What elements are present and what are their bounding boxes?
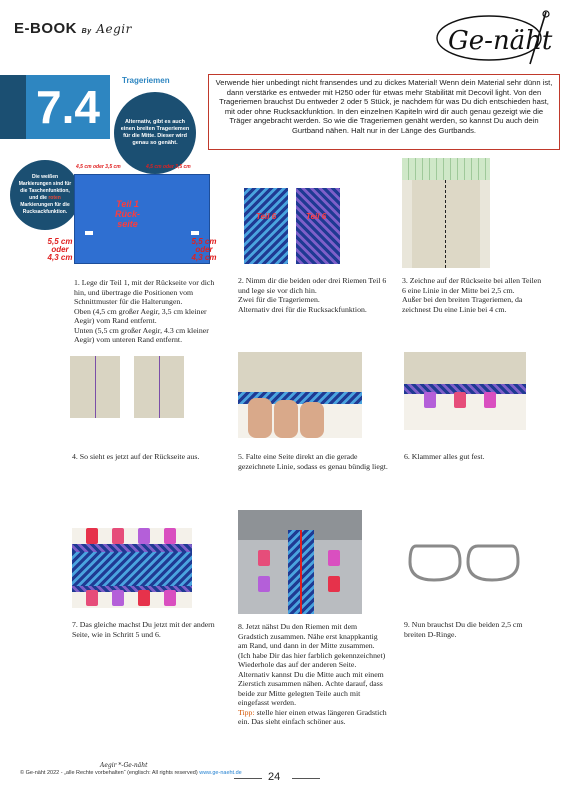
markings-text-pre: Die weißen Markierungen sind für die Taschenfunktion, und die <box>18 174 72 201</box>
step-8-caption <box>238 622 388 727</box>
clip-top-1 <box>86 528 98 544</box>
clip-bottom-3 <box>138 590 150 606</box>
clip-s8-2 <box>258 576 270 592</box>
strap-folded-6 <box>404 352 526 384</box>
measure-right: 5,5 cm oder 4,3 cm <box>191 237 217 262</box>
step-8-text-1: 8. Jetzt nähst Du den Riemen mit dem Gradstich zusammen. Nähe erst knappkantig am Rand, und dann in der Mitte zusammen. (Ich habe Dir das hier farblich gekennzeichnet) <box>238 622 386 660</box>
page-number: 24 <box>268 771 281 783</box>
page-line-left <box>234 778 262 779</box>
step-1-text-2: Oben (4,5 cm großer Aegir, 3,5 cm kleiner Aegir) vom Rand entfernt. <box>74 306 207 325</box>
brand-logo <box>434 8 564 68</box>
clip-pink <box>454 392 466 408</box>
markings-text-red: roten <box>48 195 61 201</box>
step-4-caption: 4. So sieht es jetzt auf der Rückseite aus. <box>72 452 200 461</box>
step-2-text-3: Alternativ drei für die Rucksackfunktion. <box>238 304 367 314</box>
markings-text-post: Markierungen für die Rucksackfunktion. <box>20 202 70 215</box>
step-1-text-1: 1. Lege dir Teil 1, mit der Rückseite vor dich hin, und übertrage die Positionen vom Schnittmuster für die Halterungen. <box>74 278 215 306</box>
strap-edge-top <box>72 544 192 552</box>
step-5-caption: 5. Falte eine Seite direkt an die gerade gezeichnete Linie, sodass es genau bündig liegt. <box>238 452 388 471</box>
footer-brand: Aegir *-Ge-näht <box>100 762 148 769</box>
copyright-text: © Ge-näht 2022 - „alle Rechte vorbehalten“ (englisch: All rights reserved) <box>20 770 198 776</box>
measure-top-left: 4,5 cm oder 3,5 cm <box>76 164 121 170</box>
clip-purple <box>424 392 436 408</box>
step-8-text-2: Wiederhole das auf der anderen Seite. <box>238 660 357 669</box>
footer-link[interactable]: www.ge-naeht.de <box>199 770 242 776</box>
tip-text: stelle hier einen etwas längeren Gradstich ein. Das sieht einfach schöner aus. <box>238 707 387 726</box>
info-bubble-markings <box>10 160 80 230</box>
measure-top-right: 4,5 cm oder 3,5 cm <box>146 164 191 170</box>
ebook-title <box>14 20 132 37</box>
author-name: Aegir <box>96 22 132 36</box>
strap-body <box>72 552 192 586</box>
d-rings-icon <box>404 540 524 586</box>
step-3-text-2: Außer bei den breiten Trageriemen, da zeichnest Du eine Linie bei 4 cm. <box>402 295 523 314</box>
finger-2 <box>274 400 298 438</box>
step-1-caption <box>74 278 222 345</box>
info-bubble-wide-strap: Alternativ, gibt es auch einen breiten Trageriemen für die Mitte. Dieser wird genau so genäht. <box>114 92 196 174</box>
clip-bottom-1 <box>86 590 98 606</box>
piece-label-line1: Teil 1 <box>116 199 139 209</box>
tip-label: Tipp: <box>238 707 255 717</box>
step-2-photo <box>244 188 340 264</box>
step-2-text-1: 2. Nimm dir die beiden oder drei Riemen Teil 6 und lege sie vor dich hin. <box>238 276 387 295</box>
strap-back <box>412 180 480 268</box>
ruler <box>402 158 490 180</box>
clip-top-3 <box>138 528 150 544</box>
stitch-line <box>300 530 302 614</box>
section-label: Trageriemen <box>122 76 170 85</box>
step-3-text-1: 3. Zeichne auf der Rückseite bei allen Teilen 6 eine Linie in der Mitte bei 2,5 cm. <box>402 276 542 295</box>
section-bar <box>0 75 26 139</box>
step-6-caption: 6. Klammer alles gut fest. <box>404 452 485 461</box>
ebook-label: E-BOOK <box>14 20 77 37</box>
by-label: By <box>81 28 92 35</box>
step-2-caption <box>238 276 388 314</box>
step-6-photo <box>404 352 526 430</box>
footer-copyright <box>20 770 242 776</box>
step-9-caption: 9. Nun brauchst Du die beiden 2,5 cm breiten D-Ringe. <box>404 620 523 639</box>
step-8-text-3: Alternativ kannst Du die Mitte auch mit einem Zierstich zusammen nähen. Achte darauf, dass beide zur Mitte gelegten Teile auch mit eingefasst werden. <box>238 669 384 707</box>
step-3-caption <box>402 276 542 314</box>
step-9-photo <box>404 540 524 586</box>
white-mark-right <box>191 231 199 235</box>
line-a <box>95 356 96 418</box>
line-b <box>159 356 160 418</box>
step-5-photo <box>238 352 362 438</box>
finger-3 <box>300 402 324 438</box>
step-3-photo <box>402 158 490 268</box>
clip-top-4 <box>164 528 176 544</box>
clip-top-2 <box>112 528 124 544</box>
step-7-photo <box>72 528 192 608</box>
strap-label-a: Teil 6 <box>256 212 277 221</box>
logo-text: Ge-näht <box>448 26 553 56</box>
clip-s8-4 <box>328 576 340 592</box>
clip-magenta <box>484 392 496 408</box>
finger-1 <box>248 398 272 438</box>
clip-s8-3 <box>328 550 340 566</box>
step-8-photo <box>238 510 362 614</box>
fabric-piece-label <box>115 199 140 229</box>
piece-label-line2: Rück- <box>115 209 141 219</box>
step-2-text-2: Zwei für die Trageriemen. <box>238 295 320 304</box>
step-7-caption: 7. Das gleiche machst Du jetzt mit der andern Seite, wie in Schritt 5 und 6. <box>72 620 215 639</box>
strap-piece-b <box>296 188 340 264</box>
clip-s8-1 <box>258 550 270 566</box>
clip-bottom-4 <box>164 590 176 606</box>
step-4-photo <box>70 354 190 420</box>
center-line <box>445 180 446 268</box>
strap-label-b: Teil 6 <box>306 212 327 221</box>
material-warning: Verwende hier unbedingt nicht fransendes und zu dickes Material! Wenn dein Material sehr dünn ist, dann verstärke es entweder mit H250 oder für etwas mehr Stabilität mit Decovil light. Von den Trageriemen brauchst Du entweder 2 oder 5 Stück, je nachdem für was Du dich entschieden hast, mit oder ohne Rucksackfunktion. In den einzelnen Kapiteln wird dir auch genau gezeigt wie die Träger angebracht werden. So wie die Trageriemen genäht werden, so kannst Du auch dein Gurtband nähen. Halt nur in der Länge des Gurtbands. <box>208 74 560 150</box>
section-number: 7.4 <box>26 75 110 139</box>
piece-label-line3: seite <box>117 219 138 229</box>
measure-left: 5,5 cm oder 4,3 cm <box>47 237 73 262</box>
page-line-right <box>292 778 320 779</box>
step-1-text-3: Unten (5,5 cm großer Aegir, 4.3 cm kleiner Aegir) vom unteren Rand entfernt. <box>74 325 209 344</box>
strap-folded <box>238 352 362 392</box>
clip-bottom-2 <box>112 590 124 606</box>
white-mark-left <box>85 231 93 235</box>
strap-piece-a <box>244 188 288 264</box>
step-8-tip <box>238 708 388 727</box>
